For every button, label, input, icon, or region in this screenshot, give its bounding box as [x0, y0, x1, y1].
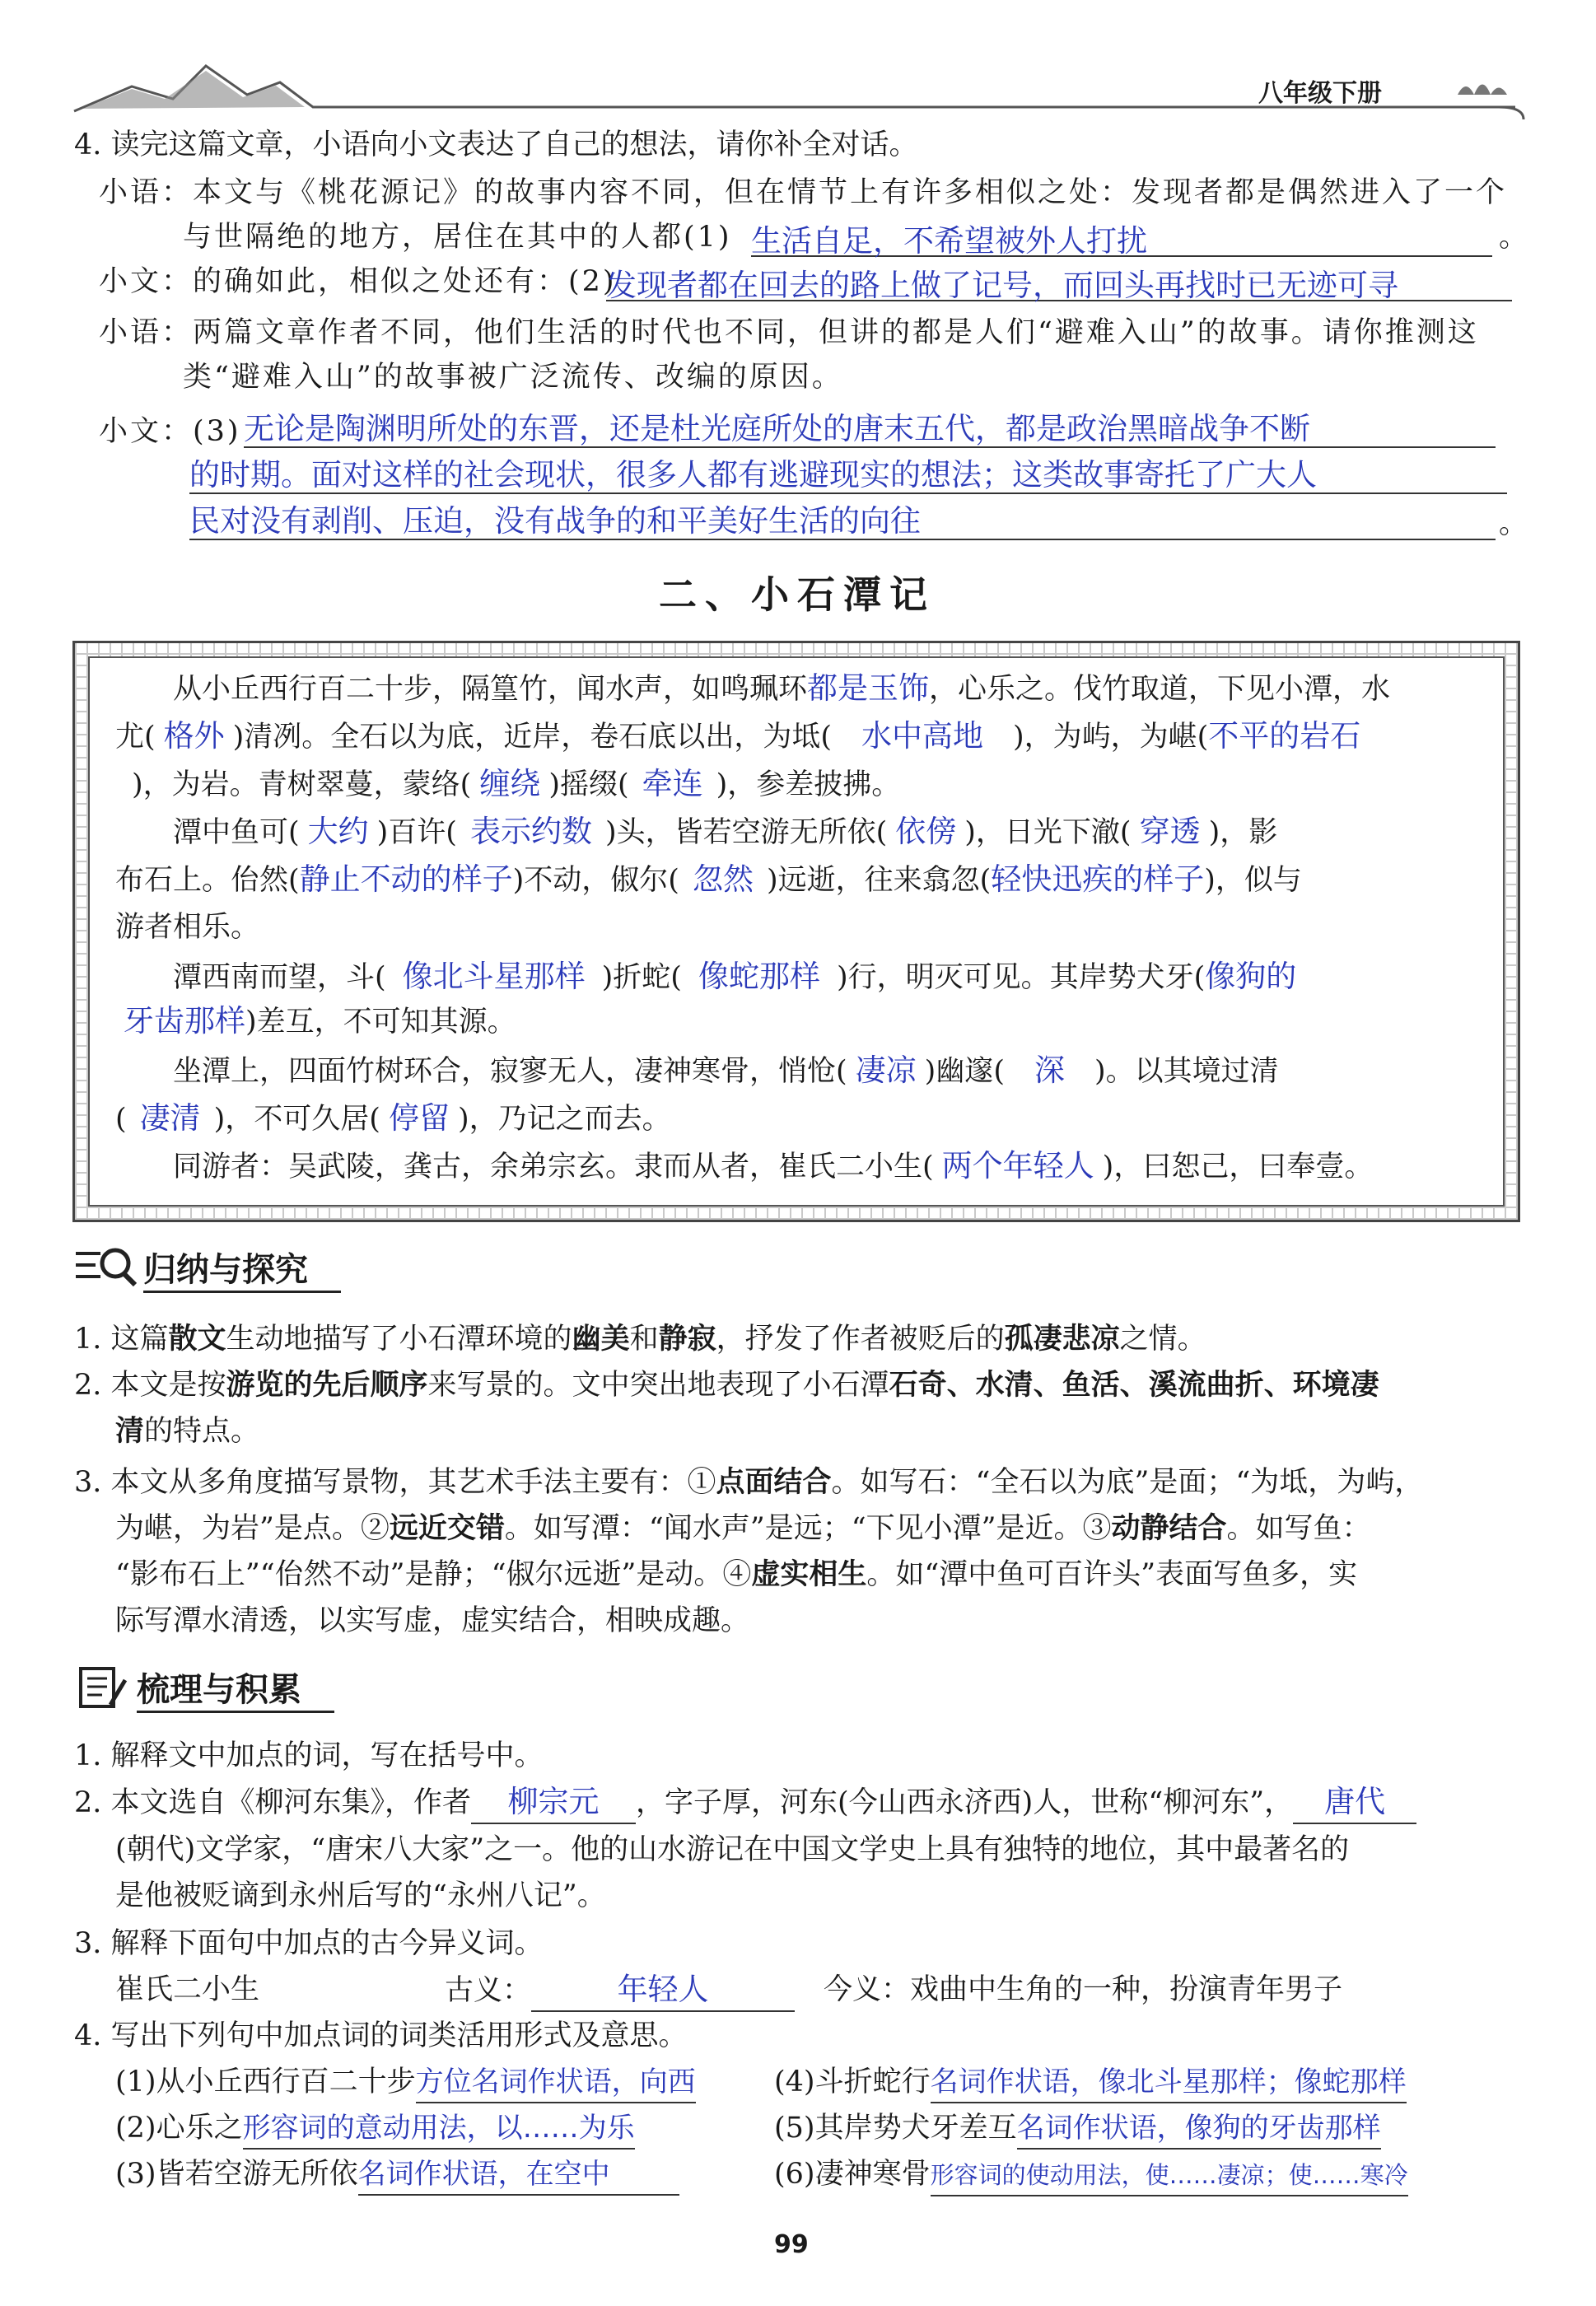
s1a: 1. 这篇	[74, 1323, 169, 1356]
q4-answer3b: 的时期。面对这样的社会现状，很多人都有逃避现实的想法；这类故事寄托了广大人	[189, 457, 1317, 492]
passage-ans-7: 大约	[307, 814, 369, 849]
r4-5: (5)其岸势犬牙差互	[774, 2112, 1017, 2145]
passage-p8: )差互，不可知其源。	[245, 1006, 516, 1039]
review-title: 梳理与积累	[137, 1664, 334, 1713]
passage-ans-6: 牵连	[642, 766, 703, 801]
passage-ans-16a: 像狗的	[1205, 959, 1297, 994]
passage-ans-4: 不平的岩石	[1208, 718, 1361, 754]
s3j: 虚实相生	[751, 1558, 867, 1591]
passage-ans-20: 停留	[388, 1100, 450, 1136]
passage-ans-17: 凄凉	[855, 1053, 917, 1088]
s1g: ，抒发了作者被贬后的	[716, 1323, 1005, 1356]
page-number: 99	[774, 2230, 809, 2259]
s1f: 静寂	[658, 1323, 716, 1356]
r4-2-answer: 形容词的意动用法，以……为乐	[242, 2112, 635, 2145]
r1: 1. 解释文中加点的词，写在括号中。	[74, 1739, 544, 1772]
passage-ans-12: 忽然	[692, 861, 754, 897]
passage-p3b: )摇缀(	[548, 768, 629, 801]
passage-ans-19: 凄清	[139, 1100, 201, 1136]
r4-5-answer: 名词作状语，像狗的牙齿那样	[1016, 2112, 1381, 2145]
passage-p5b: )不动，俶尔(	[512, 864, 679, 897]
r3c: 今义：戏曲中生角的一种，扮演青年男子	[824, 1973, 1343, 2006]
s1d: 幽美	[572, 1323, 630, 1356]
grade-label: 八年级下册	[1258, 79, 1382, 108]
q4-answer3b-line	[189, 450, 1507, 494]
passage-p9a: 坐潭上，四面竹树环合，寂寥无人，凄神寒骨，悄怆(	[173, 1055, 847, 1088]
s2b: 游览的先后顺序	[226, 1369, 428, 1402]
q4-line2: 与世隔绝的地方，居住在其中的人都(1)	[183, 221, 732, 254]
q4-intro: 4. 读完这篇文章，小语向小文表达了自己的想法，请你补全对话。	[74, 128, 918, 161]
s3g: 动静结合	[1111, 1512, 1227, 1545]
r2b: ，字子厚，河东(今山西永济西)人，世称“柳河东”，	[636, 1786, 1294, 1819]
r4-3-answer: 名词作状语，在空中	[357, 2158, 610, 2191]
r4-3: (3)皆若空游无所依	[115, 2158, 358, 2191]
s1b: 散文	[168, 1323, 226, 1356]
passage-p1a: 从小丘西行百二十步，隔篁竹，闻水声，如鸣珮环	[173, 673, 808, 706]
s1e: 和	[629, 1323, 659, 1356]
q4-answer2-line	[606, 260, 1512, 301]
passage-ans-11: 静止不动的样子	[299, 861, 513, 897]
passage-p10c: )，乃记之而去。	[457, 1103, 671, 1136]
passage-p5d: )，似与	[1204, 864, 1302, 897]
passage-p2b: )清冽。全石以为底，近岸，卷石底以出，为坻(	[232, 721, 832, 754]
r2d: 是他被贬谪到永州后写的“永州八记”。	[115, 1879, 606, 1912]
r3a: 崔氏二小生	[115, 1973, 260, 2006]
r4-6: (6)凄神寒骨	[774, 2158, 931, 2191]
passage-p5c: )远逝，往来翕忽(	[766, 864, 992, 897]
r4-1-answer: 方位名词作状语，向西	[415, 2066, 696, 2098]
passage-p4c: )头，皆若空游无所依(	[604, 816, 888, 849]
r4-1: (1)从小丘西行百二十步	[115, 2066, 416, 2098]
passage-ans-1: 都是玉饰	[807, 670, 930, 706]
passage-p7c: )行，明灭可见。其岸势犬牙(	[836, 961, 1206, 994]
passage-p6: 游者相乐。	[115, 911, 260, 944]
r4-6-answer: 形容词的使动用法，使……凄凉；使……寒冷	[930, 2161, 1408, 2189]
passage-p11a: 同游者：吴武陵，龚古，余弟宗玄。隶而从者，崔氏二小生(	[173, 1151, 934, 1183]
s2c: 来写景的。文中突出地表现了小石潭	[427, 1369, 889, 1402]
passage-p10b: )，不可久居(	[213, 1103, 380, 1136]
s2f: 的特点。	[144, 1415, 260, 1448]
q4-period3: 。	[1499, 507, 1528, 540]
s3e: 远近交错	[389, 1512, 505, 1545]
q4-answer3c: 民对没有剥削、压迫，没有战争的和平美好生活的向往	[189, 503, 921, 539]
s3l: 际写潭水清透，以实写虚，虚实结合，相映成趣。	[115, 1604, 750, 1637]
s2d: 石奇、水清、鱼活、溪流曲折、环境凄	[889, 1369, 1379, 1402]
q4-answer3c-line	[189, 496, 1496, 540]
s2e: 清	[115, 1415, 145, 1448]
passage-p4b: )百许(	[376, 816, 457, 849]
passage-p2c: )，为屿，为嵁(	[1012, 721, 1209, 754]
s3i: “影布石上”“佁然不动”是静；“俶尔远逝”是动。④	[115, 1558, 752, 1591]
r4-4: (4)斗折蛇行	[774, 2066, 931, 2098]
r3: 3. 解释下面句中加点的古今异义词。	[74, 1927, 544, 1960]
q4-period1: 。	[1499, 221, 1528, 254]
s3d: 为嵁，为岩”是点。②	[115, 1512, 390, 1545]
passage-ans-8: 表示约数	[469, 814, 592, 849]
passage-ans-13: 轻快迅疾的样子	[991, 861, 1205, 897]
passage-ans-3: 水中高地	[861, 718, 983, 754]
r3b: 古义：	[445, 1974, 532, 2007]
q4-line3: 小文：的确如此，相似之处还有：(2)	[99, 265, 617, 298]
q4-line4: 小语：两篇文章作者不同，他们生活的时代也不同，但讲的都是人们“避难入山”的故事。请你推测这	[99, 316, 1479, 349]
notebook-icon	[72, 1664, 130, 1710]
s3b: 点面结合	[716, 1466, 832, 1499]
passage-ans-5: 缠绕	[479, 766, 541, 801]
passage-p3c: )，参差披拂。	[716, 768, 901, 801]
passage-p3a: )，为岩。青树翠蔓，蒙络(	[132, 768, 472, 801]
magnifier-icon	[72, 1242, 138, 1288]
s1c: 生动地描写了小石潭环境的	[226, 1323, 572, 1356]
r2-answer-dynasty: 唐代	[1324, 1784, 1386, 1819]
passage-p1b: ，心乐之。伐竹取道，下见小潭，水	[929, 673, 1391, 706]
passage-p4d: )，日光下澈(	[964, 816, 1132, 849]
passage-p7a: 潭西南而望，斗(	[173, 961, 386, 994]
s3c: 。如写石：“全石以为底”是面；“为坻，为屿，	[831, 1466, 1424, 1499]
r2a: 2. 本文选自《柳河东集》，作者	[74, 1786, 472, 1819]
s1h: 孤凄悲凉	[1004, 1323, 1120, 1356]
passage-ans-2: 格外	[163, 718, 225, 754]
r4-4-answer: 名词作状语，像北斗星那样；像蛇那样	[930, 2066, 1407, 2098]
passage-p9c: )。以其境过清	[1094, 1055, 1279, 1088]
passage-p4e: )，影	[1208, 816, 1278, 849]
passage-ans-16b: 牙齿那样	[124, 1003, 245, 1039]
passage-p4a: 潭中鱼可(	[173, 816, 300, 849]
passage-p2a: 尤(	[115, 721, 156, 754]
passage-ans-21: 两个年轻人	[941, 1148, 1094, 1183]
s2a: 2. 本文是按	[74, 1369, 226, 1402]
passage-ans-10: 穿透	[1139, 814, 1201, 849]
section-title: 二、小石潭记	[659, 572, 936, 617]
s3h: 。如写鱼：	[1226, 1512, 1371, 1545]
s3f: 。如写潭：“闻水声”是远；“下见小潭”是近。③	[504, 1512, 1112, 1545]
s1i: 之情。	[1119, 1323, 1206, 1356]
passage-ans-15: 像蛇那样	[698, 959, 820, 994]
passage-p11b: )，曰恕己，曰奉壹。	[1102, 1151, 1374, 1183]
passage-p10a: (	[115, 1103, 127, 1136]
q4-line5: 类“避难入山”的故事被广泛流传、改编的原因。	[183, 361, 843, 394]
r4: 4. 写出下列句中加点词的词类活用形式及意思。	[74, 2019, 688, 2052]
summary-title: 归纳与探究	[143, 1244, 341, 1293]
r2c: (朝代)文学家，“唐宋八大家”之一。他的山水游记在中国文学史上具有独特的地位，其中最著名的	[115, 1833, 1350, 1866]
r4-2: (2)心乐之	[115, 2112, 243, 2145]
q4-answer1: 生活自足，不希望被外人打扰	[751, 223, 1147, 259]
r2-answer-author: 柳宗元	[507, 1784, 600, 1819]
q4-answer3a-line	[244, 404, 1496, 448]
passage-p9b: )幽邃(	[924, 1055, 1005, 1088]
s3k: 。如“潭中鱼可百许头”表面写鱼多，实	[866, 1558, 1358, 1591]
passage-ans-18: 深	[1034, 1053, 1065, 1088]
s3a: 3. 本文从多角度描写景物，其艺术手法主要有：①	[74, 1466, 716, 1499]
passage-ans-9: 依傍	[895, 814, 957, 849]
q4-answer2: 发现者都在回去的路上做了记号，而回头再找时已无迹可寻	[606, 268, 1398, 303]
passage-ans-14: 像北斗星那样	[402, 959, 586, 994]
q4-line1: 小语：本文与《桃花源记》的故事内容不同，但在情节上有许多相似之处：发现者都是偶然进入了一个	[99, 176, 1508, 209]
r3-answer: 年轻人	[617, 1972, 709, 2007]
passage-p7b: )折蛇(	[601, 961, 682, 994]
q4-answer1-line	[751, 216, 1492, 257]
q4-answer3a: 无论是陶渊明所处的东晋，还是杜光庭所处的唐末五代，都是政治黑暗战争不断	[244, 411, 1310, 446]
passage-p5a: 布石上。佁然(	[115, 864, 300, 897]
q4-line6: 小文：(3)	[99, 415, 241, 448]
